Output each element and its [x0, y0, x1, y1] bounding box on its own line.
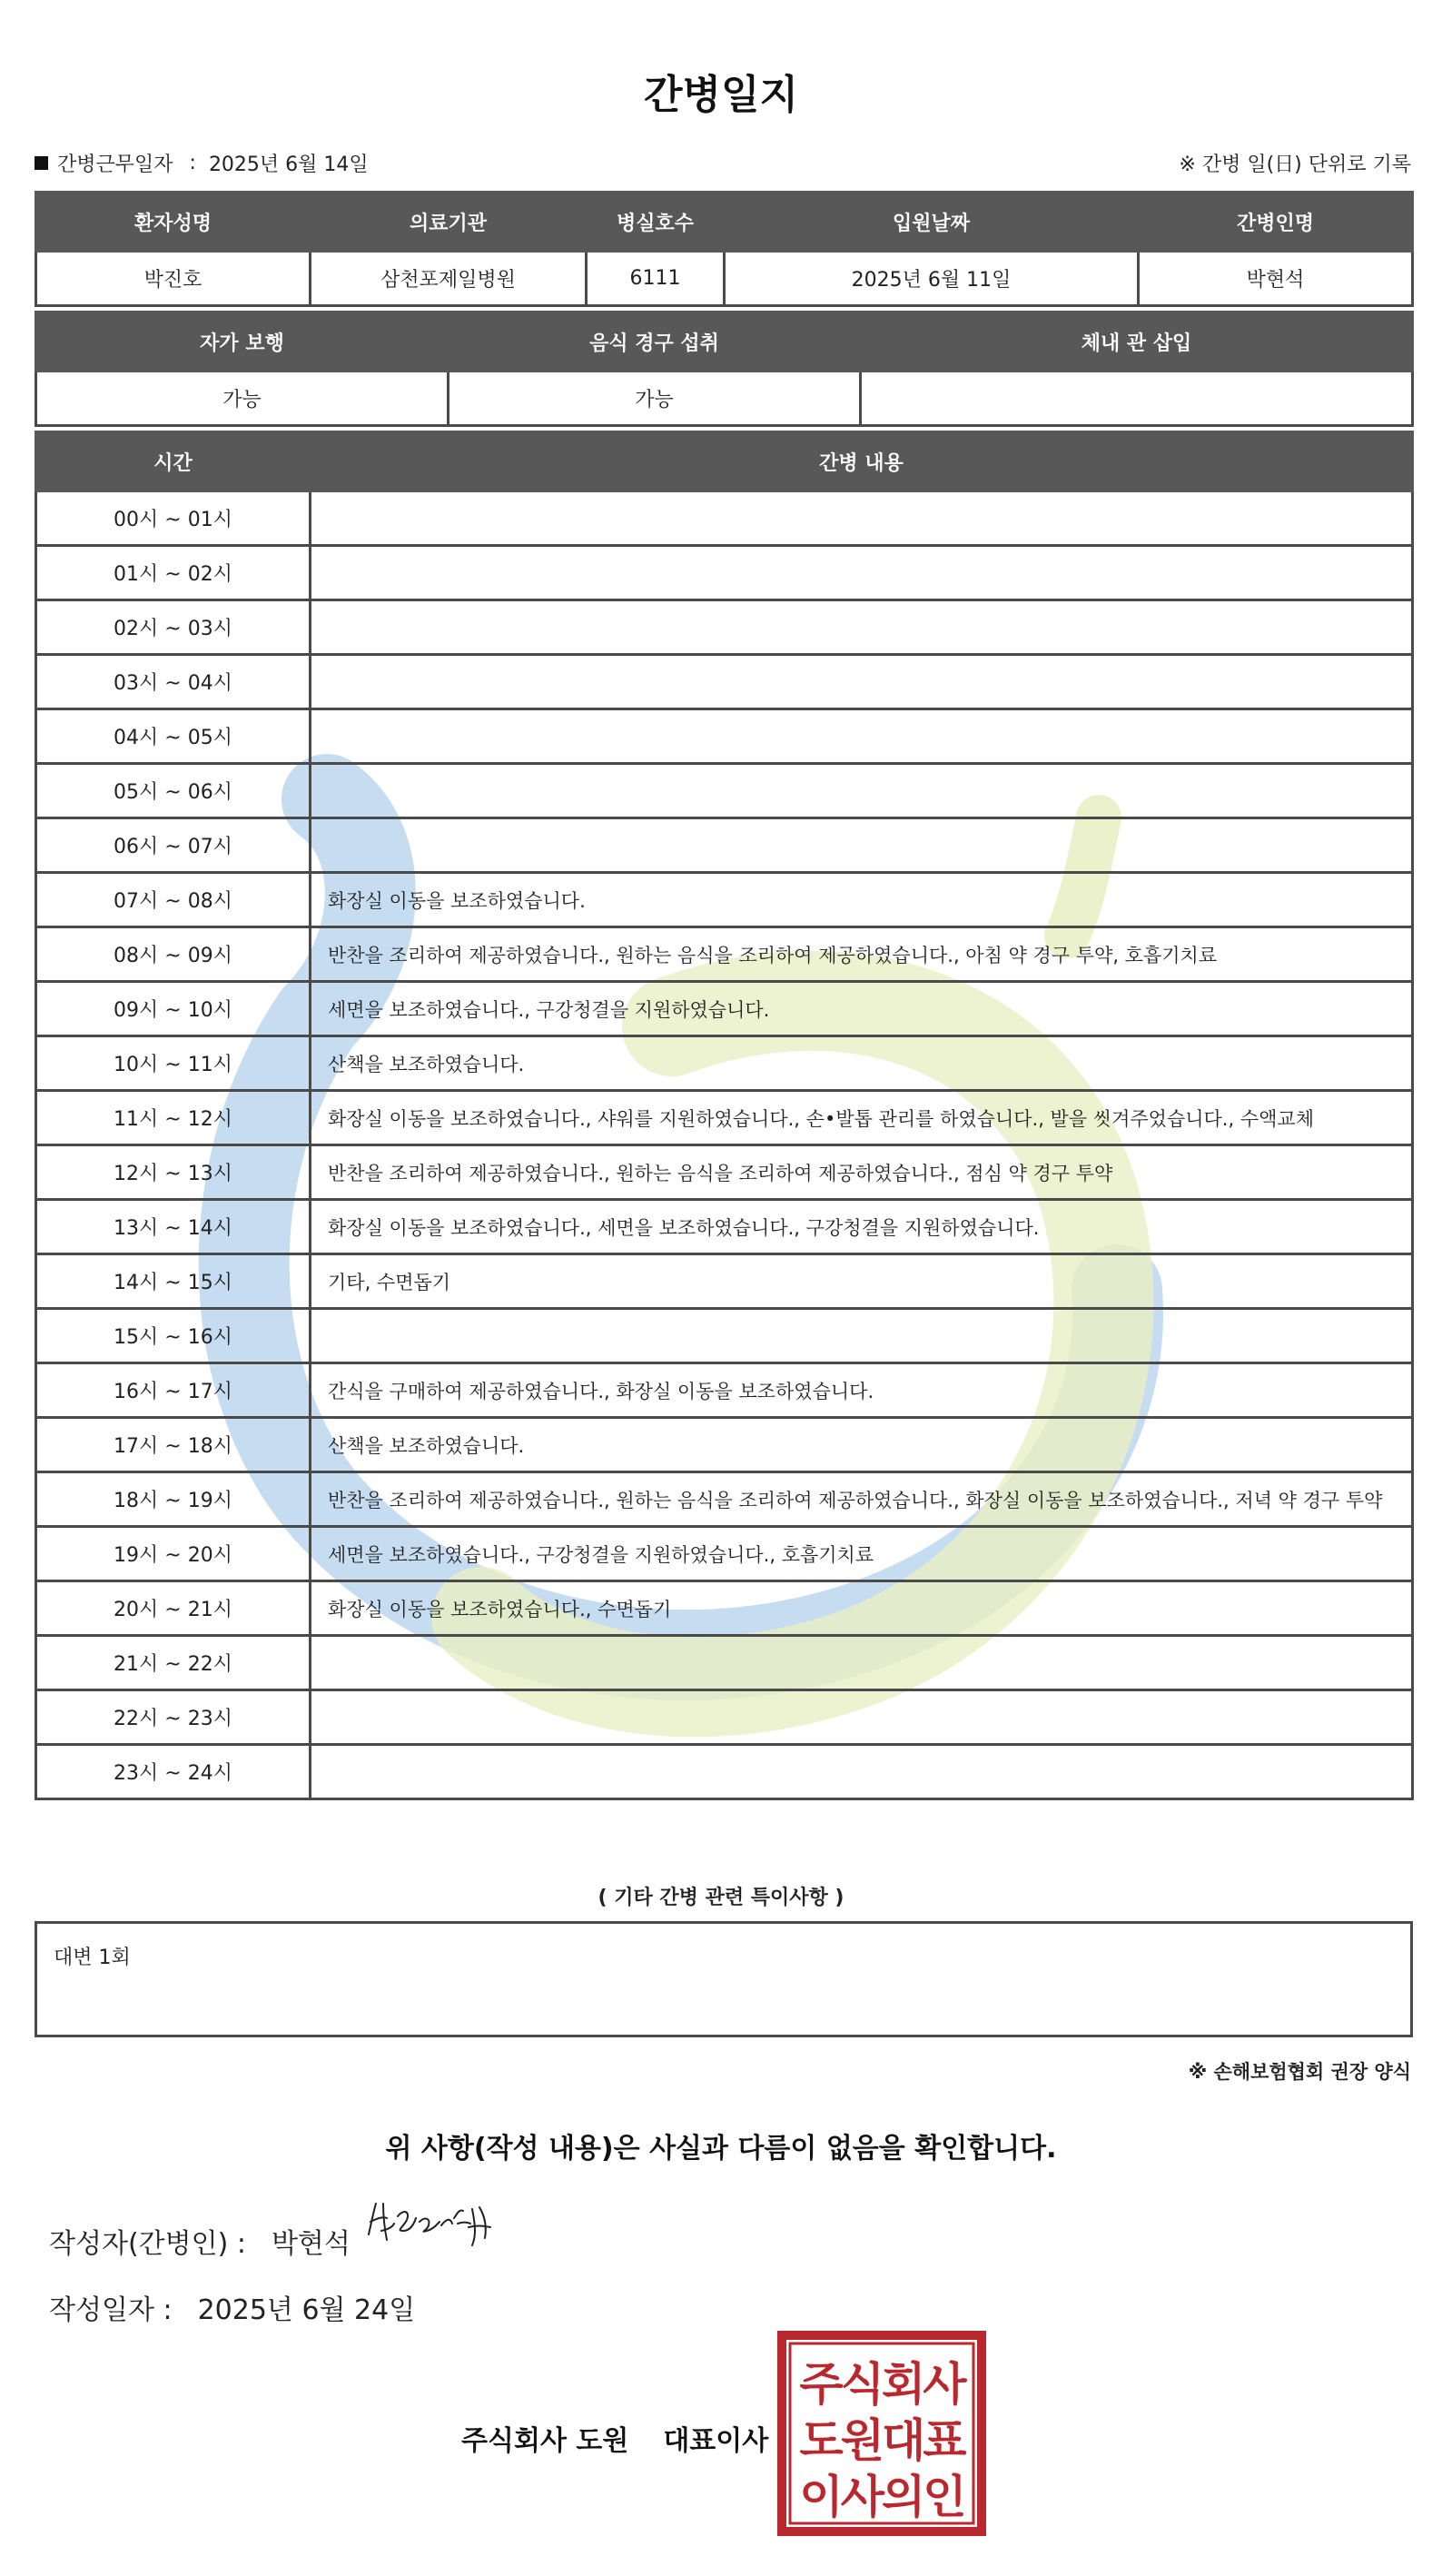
table-row: [36, 764, 1413, 818]
table-row: [36, 1254, 1413, 1309]
care-content: 세면을 보조하였습니다., 구강청결을 지원하였습니다.: [311, 982, 1413, 1036]
time-slot: 22시 ~ 23시: [36, 1690, 311, 1745]
time-slot: 14시 ~ 15시: [36, 1254, 311, 1309]
care-content: [311, 709, 1413, 764]
care-content: [311, 764, 1413, 818]
time-slot: 10시 ~ 11시: [36, 1036, 311, 1091]
time-slot: 04시 ~ 05시: [36, 709, 311, 764]
table-row: [36, 1690, 1413, 1745]
table-row: [36, 1200, 1413, 1254]
header-oral-intake: 음식 경구 섭취: [449, 312, 861, 372]
time-slot: 19시 ~ 20시: [36, 1527, 311, 1581]
seal-text-line: 이사의인: [799, 2471, 964, 2523]
header-patient-name: 환자성명: [36, 193, 311, 252]
table-row: [36, 1636, 1413, 1690]
tube-insertion-value: [861, 372, 1413, 426]
time-slot: 13시 ~ 14시: [36, 1200, 311, 1254]
care-content: 산책을 보조하였습니다.: [311, 1418, 1413, 1472]
table-row: [36, 1418, 1413, 1472]
table-row: [36, 655, 1413, 709]
care-content: [311, 818, 1413, 873]
table-row: [36, 1145, 1413, 1200]
header-hospital: 의료기관: [311, 193, 587, 252]
table-header-row: [36, 312, 1413, 372]
company-seal-stamp: [777, 2331, 986, 2536]
table-row: [36, 1472, 1413, 1527]
care-content: 산책을 보조하였습니다.: [311, 1036, 1413, 1091]
care-content: [311, 1309, 1413, 1363]
table-row: [36, 600, 1413, 655]
writer-label: 작성자(간병인) :: [49, 2228, 246, 2260]
care-content: 기타, 수면돕기: [311, 1254, 1413, 1309]
table-row: [36, 372, 1413, 426]
header-care-content: 간병 내용: [311, 432, 1413, 491]
time-slot: 09시 ~ 10시: [36, 982, 311, 1036]
table-row: [36, 818, 1413, 873]
writer-name: 박현석: [271, 2228, 351, 2260]
table-row: [36, 873, 1413, 927]
care-content: 화장실 이동을 보조하였습니다., 샤워를 지원하였습니다., 손•발톱 관리를 하였습니다., 발을 씻겨주었습니다., 수액교체: [311, 1091, 1413, 1145]
table-row: [36, 1527, 1413, 1581]
handwritten-signature: [363, 2191, 518, 2254]
table-header-row: [36, 193, 1413, 252]
room-number: 6111: [587, 252, 725, 306]
table-row: [36, 252, 1413, 306]
special-notes-title: ( 기타 간병 관련 특이사항 ): [598, 1887, 844, 1909]
work-date-label: 간병근무일자: [57, 154, 173, 176]
time-slot: 01시 ~ 02시: [36, 546, 311, 600]
time-slot: 23시 ~ 24시: [36, 1745, 311, 1799]
table-row: [36, 1036, 1413, 1091]
header-self-walking: 자가 보행: [36, 312, 449, 372]
time-slot: 00시 ~ 01시: [36, 491, 311, 546]
time-slot: 07시 ~ 08시: [36, 873, 311, 927]
writer-line: [49, 2221, 351, 2261]
time-slot: 17시 ~ 18시: [36, 1418, 311, 1472]
status-table: [35, 311, 1414, 427]
patient-info-table: [35, 191, 1414, 307]
header-admission-date: 입원날짜: [725, 193, 1139, 252]
time-slot: 15시 ~ 16시: [36, 1309, 311, 1363]
confirmation-statement: 위 사항(작성 내용)은 사실과 다름이 없음을 확인합니다.: [385, 2133, 1057, 2165]
time-slot: 11시 ~ 12시: [36, 1091, 311, 1145]
time-slot: 21시 ~ 22시: [36, 1636, 311, 1690]
care-content: [311, 1690, 1413, 1745]
oral-intake-value: 가능: [449, 372, 861, 426]
table-row: [36, 546, 1413, 600]
table-row: [36, 1091, 1413, 1145]
care-content: 화장실 이동을 보조하였습니다.: [311, 873, 1413, 927]
time-slot: 18시 ~ 19시: [36, 1472, 311, 1527]
company-line: [461, 2418, 768, 2458]
time-slot: 12시 ~ 13시: [36, 1145, 311, 1200]
care-content: [311, 600, 1413, 655]
self-walking-value: 가능: [36, 372, 449, 426]
care-content: 간식을 구매하여 제공하였습니다., 화장실 이동을 보조하였습니다.: [311, 1363, 1413, 1418]
table-row: [36, 491, 1413, 546]
time-slot: 03시 ~ 04시: [36, 655, 311, 709]
care-content: [311, 1745, 1413, 1799]
special-notes-content: 대변 1회: [54, 1947, 131, 1969]
seal-text-line: 도원대표: [799, 2414, 964, 2467]
header-caregiver-name: 간병인명: [1139, 193, 1413, 252]
table-row: [36, 1745, 1413, 1799]
table-row: [36, 709, 1413, 764]
write-date-label: 작성일자 :: [49, 2294, 173, 2326]
recommended-form-note: ※ 손해보험협회 권장 양식: [1188, 2061, 1411, 2083]
time-slot: 06시 ~ 07시: [36, 818, 311, 873]
table-row: [36, 927, 1413, 982]
care-content: 화장실 이동을 보조하였습니다., 세면을 보조하였습니다., 구강청결을 지원하였습니다.: [311, 1200, 1413, 1254]
care-content: 반찬을 조리하여 제공하였습니다., 원하는 음식을 조리하여 제공하였습니다., 점심 약 경구 투약: [311, 1145, 1413, 1200]
table-row: [36, 1363, 1413, 1418]
work-date-value: 2025년 6월 14일: [208, 154, 369, 176]
care-content: [311, 546, 1413, 600]
care-content: 반찬을 조리하여 제공하였습니다., 원하는 음식을 조리하여 제공하였습니다., 화장실 이동을 보조하였습니다., 저녁 약 경구 투약: [311, 1472, 1413, 1527]
time-slot: 08시 ~ 09시: [36, 927, 311, 982]
time-slot: 16시 ~ 17시: [36, 1363, 311, 1418]
seal-text-line: 주식회사: [799, 2358, 964, 2411]
company-name: 주식회사 도원: [461, 2425, 629, 2457]
patient-name: 박진호: [36, 252, 311, 306]
admission-date: 2025년 6월 11일: [725, 252, 1139, 306]
time-slot: 05시 ~ 06시: [36, 764, 311, 818]
work-date-separator: :: [189, 152, 196, 174]
square-bullet-icon: [35, 156, 48, 170]
care-log-table: [35, 431, 1414, 1800]
hospital-name: 삼천포제일병원: [311, 252, 587, 306]
care-content: 세면을 보조하였습니다., 구강청결을 지원하였습니다., 호흡기치료: [311, 1527, 1413, 1581]
caregiver-name: 박현석: [1139, 252, 1413, 306]
care-content: [311, 491, 1413, 546]
header-time: 시간: [36, 432, 311, 491]
time-slot: 20시 ~ 21시: [36, 1581, 311, 1636]
time-slot: 02시 ~ 03시: [36, 600, 311, 655]
work-date-line: [35, 149, 369, 177]
company-representative-title: 대표이사: [663, 2425, 769, 2457]
page-title: 간병일지: [643, 72, 798, 118]
care-content: 화장실 이동을 보조하였습니다., 수면돕기: [311, 1581, 1413, 1636]
care-content: [311, 1636, 1413, 1690]
header-room: 병실호수: [587, 193, 725, 252]
header-tube-insertion: 체내 관 삽입: [861, 312, 1413, 372]
write-date-line: [49, 2287, 415, 2327]
write-date-value: 2025년 6월 24일: [197, 2294, 416, 2326]
table-row: [36, 982, 1413, 1036]
record-unit-note: ※ 간병 일(日) 단위로 기록: [1179, 154, 1411, 176]
table-row: [36, 1309, 1413, 1363]
table-row: [36, 1581, 1413, 1636]
special-notes-box: [35, 1921, 1413, 2037]
care-content: 반찬을 조리하여 제공하였습니다., 원하는 음식을 조리하여 제공하였습니다., 아침 약 경구 투약, 호흡기치료: [311, 927, 1413, 982]
care-content: [311, 655, 1413, 709]
table-header-row: [36, 432, 1413, 491]
